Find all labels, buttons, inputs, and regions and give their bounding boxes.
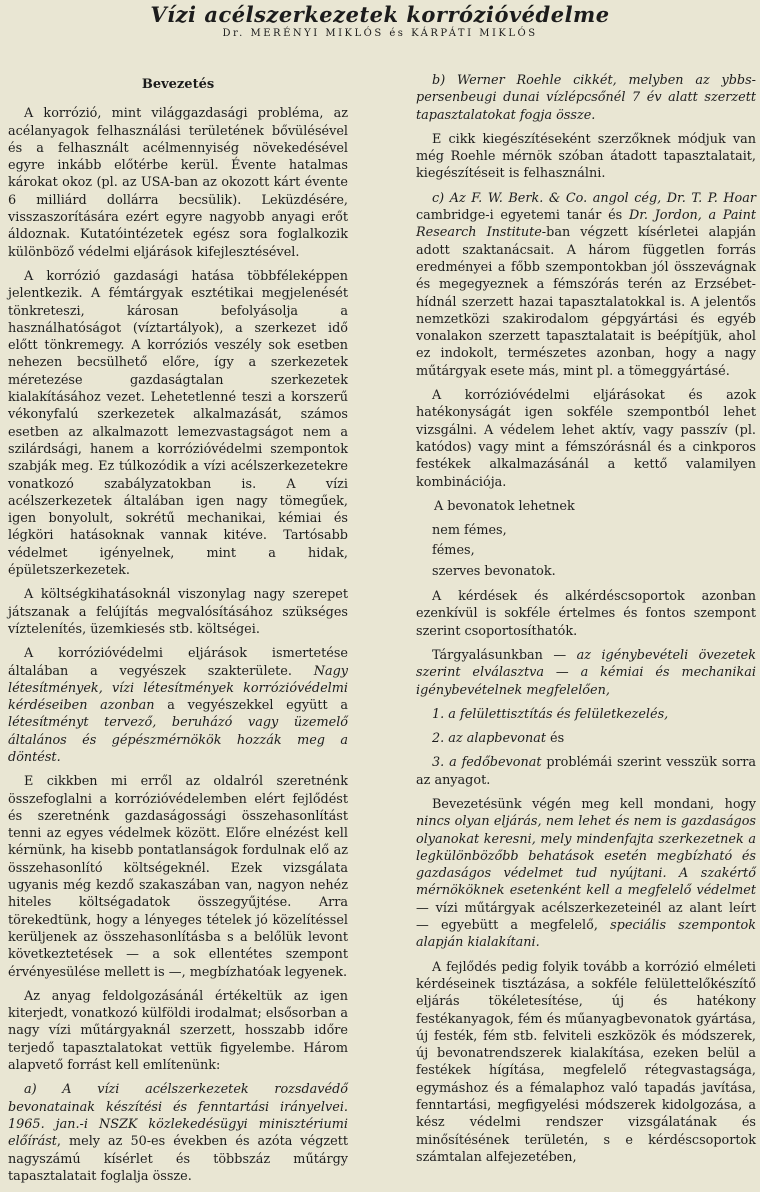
article-title: Vízi acélszerkezetek korrózióvédelme [150,2,610,27]
paragraph: E cikk kiegészítéseként szerzőknek módjuk van még Roehle mérnök szóban átadott tapasztalatait, kiegészítéseit is felhasználni. [416,131,756,182]
numbered-item [416,706,756,723]
section-heading: Bevezetés [141,77,215,92]
italic-span: 3. a fedőbevonat [432,755,542,771]
paragraph: A fejlődés pedig folyik tovább a korrózió elméleti kérdéseinek tisztázása, a sokféle felülettelőkészítő eljárás tökéletesítése, új és hatékony festékanyagok, fém és műanyagbevonatok gyártása, új festék, fém stb. felviteli eszközök és módszerek, új bevonatrendszerek kialakítása, ezeken belül a festékek hígítása, megfelelő rétegvastagsága, egymáshoz és a fémalaphoz való tapadás javítása, fenntartási, megfigyelési módszerek kidolgozása, a kész védelmi rendszer vizsgálatának és minősítésének területén, s e kérdéscsoportok számtalan alfejezetében, [416,959,756,1165]
paragraph [8,1081,348,1185]
paragraph [8,645,348,766]
italic-span: 1. a felülettisztítás és felületkezelés, [432,706,669,722]
list-item: nem fémes, [432,523,507,539]
list-heading: A bevonatok lehetnek [434,498,575,514]
text-span: és [545,731,565,747]
text-span: A korrózióvédelmi eljárások ismertetése általában a vegyészek szakterülete. [8,646,348,679]
paragraph: A költségkihatásoknál viszonylag nagy szerepet játszanak a felújítás megvalósításához szükséges víztelenítés, üzemkiesés stb. költségei. [8,587,348,637]
text-span: a vegyészekkel együtt a [154,698,349,714]
italic-span: az igénybevételi övezetek szerint elválasztva — a kémiai és mechanikai igénybevételnek megfelelően, [416,647,756,698]
text-span: Bevezetésünk végén meg kell mondani, hogy [432,796,756,812]
italic-span: c) Az F. W. Berk. & Co. angol cég, Dr. T. P. Hoar [432,190,756,206]
paragraph [416,72,756,124]
text-span: cambridge-i egyetemi tanár és [416,208,629,224]
italic-span: nincs olyan eljárás, nem lehet és nem is gazdaságos olyanokat keresni, mely mindenfajta szerkezetnek a legkülönbözőbb behatások esetén megbízható és gazdaságos védelmet tud nyújtani. A szakértő mérnököknek esetenként kell a megfelelő védelmet [416,814,756,899]
paragraph: Az anyag feldolgozásánál értékeltük az igen kiterjedt, vonatkozó külföldi irodalmat; elsősorban a nagy vízi műtárgyaknál szerzett, hosszabb időre terjedő tapasztalatokat vettük figyelembe. Három alapvető forrást kell említenünk: [8,988,348,1074]
italic-span: a) A vízi acélszerkezetek rozsdavédő bevonatainak készítési és fenntartási irányelvei. 1965. jan.-i NSZK közlekedésügyi minisztériumi előírást [8,1082,348,1150]
italic-span: 2. az alapbevonat [432,731,546,747]
paragraph [416,190,756,380]
text-span: , mely az 50-es években és azóta végzett nagyszámú kísérlet és többszáz műtárgy tapasztalatait foglalja össze. [8,1134,348,1184]
paragraph [416,796,756,952]
paragraph: A korrózió, mint világgazdasági probléma, az acélanyagok felhasználási területének bővülésével és a felhasznált acélmennyiség növekedésével egyre inkább előtérbe kerül. Évente hatalmas károkat okoz (pl. az USA-ban az okozott kárt évente 6 milliárd dollárra becsülik). Leküzdésére, visszaszorítására ezért egyre nagyobb anyagi erőt áldoznak. Kutatóintézetek egész sora foglalkozik különböző védelmi eljárások kifejlesztésével. [8,106,348,260]
numbered-item [416,754,756,789]
italic-span: létesítményt tervező, beruházó vagy üzemelő általános és gépészmérnökök hozzák meg a döntést. [8,715,348,765]
text-span: — vízi műtárgyak acélszerkezeteinél az alant leírt — egyebütt a megfelelő, [416,900,756,934]
article-authors: Dr. MERÉNYI MIKLÓS és KÁRPÁTI MIKLÓS [222,28,538,39]
paragraph: A korrózióvédelmi eljárásokat és azok hatékonyságát igen sokféle szempontból lehet vizsgálni. A védelem lehet aktív, vagy passzív (pl. katódos) vagy mint a fémszórásnál és a cinkporos festékek alkalmazásánál a kettő valamilyen kombinációja. [416,388,756,490]
paragraph: A korrózió gazdasági hatása többféleképpen jelentkezik. A fémtárgyak esztétikai megjelenését tönkreteszi, károsan befolyásolja a használhatóságot (víztartályok), a szerkezet idő előtt tönkremegy. A korróziós veszély sok esetben nehezen becsülhető előre, így a szerkezetek méretezése gazdaságtalan szerkezetek kialakításához vezet. Lehetetlenné teszi a korszerű vékonyfalú szerkezetek alkalmazását, számos esetben az alkalmazott lemezvastagságot nem a szilárdsági, hanem a korrózióvédelmi szempontok szabják meg. Ez túlkozódik a vízi acélszerkezetekre vonatkozó szabályzatokban is. A vízi acélszerkezetek általában igen nagy tömegűek, igen bonyolult, sokrétű mechanikai, kémiai és légköri hatásoknak vannak kitéve. Tartósabb védelmet igényelnek, mint a hidak, épületszerkezetek. [8,268,348,579]
text-span: problémái szerint vesszük sorra az anyagot. [416,755,756,788]
left-column [8,72,348,1192]
paragraph [416,647,756,699]
paragraph: A kérdések és alkérdéscsoportok azonban ezenkívül is sokféle értelmes és fontos szempont szerint csoportosíthatók. [416,589,756,639]
italic-span: b) Werner Roehle cikkét, melyben az ybbs-persenbeugi dunai vízlépcsőnél 7 év alatt szerzett tapasztalatokat fogja össze. [416,73,756,123]
italic-span: speciális szempontok alapján kialakítani. [416,918,756,951]
list-item: szerves bevonatok. [432,563,556,579]
italic-span: Nagy létesítmények, vízi létesítmények korrózióvédelmi kérdéseiben azonban [8,663,348,714]
list-item: fémes, [432,543,475,559]
numbered-item [416,730,756,747]
text-span: -ban végzett kísérletei alapján adott szaktanácsait. A három független forrás eredményei a főbb szempontokban jól összevágnak és megegyeznek a fémszórás terén az Erzsébet-hídnál szerzett hazai tapasztalatokkal is. A jelentős nemzetközi szakirodalom gépgyártási és egyéb vonalakon szerzett tapasztalatait is beépítjük, ahol ez indokolt, természetes azonban, hogy a nagy műtárgyak esete más, mint pl. a tömeggyártásé. [416,225,756,379]
text-span: Tárgyalásunkban — [432,647,577,663]
paragraph: E cikkben mi erről az oldalról szeretnénk összefoglalni a korrózióvédelemben elért fejlődést és szeretnénk gazdaságossági összehasonlítást tenni az egyes védelmek között. Előre elnézést kell kérnünk, ha kisebb pontatlanságok fordulnak elő az összehasonlító költségeknél. Ezek vizsgálata ugyanis még kezdő szakaszában van, nagyon nehéz hiteles költségadatok összegyűjtése. Arra törekedtünk, hogy a lényeges tételek jó közelítéssel kerüljenek az összehasonlításba s a belőlük levont következtetések — a sok ellentétes szempont érvényesülése mellett is —, megbízhatóak legyenek. [8,774,348,980]
italic-span: Dr. Jordon, a Paint Research Institute [416,208,757,241]
right-column [416,72,756,1173]
